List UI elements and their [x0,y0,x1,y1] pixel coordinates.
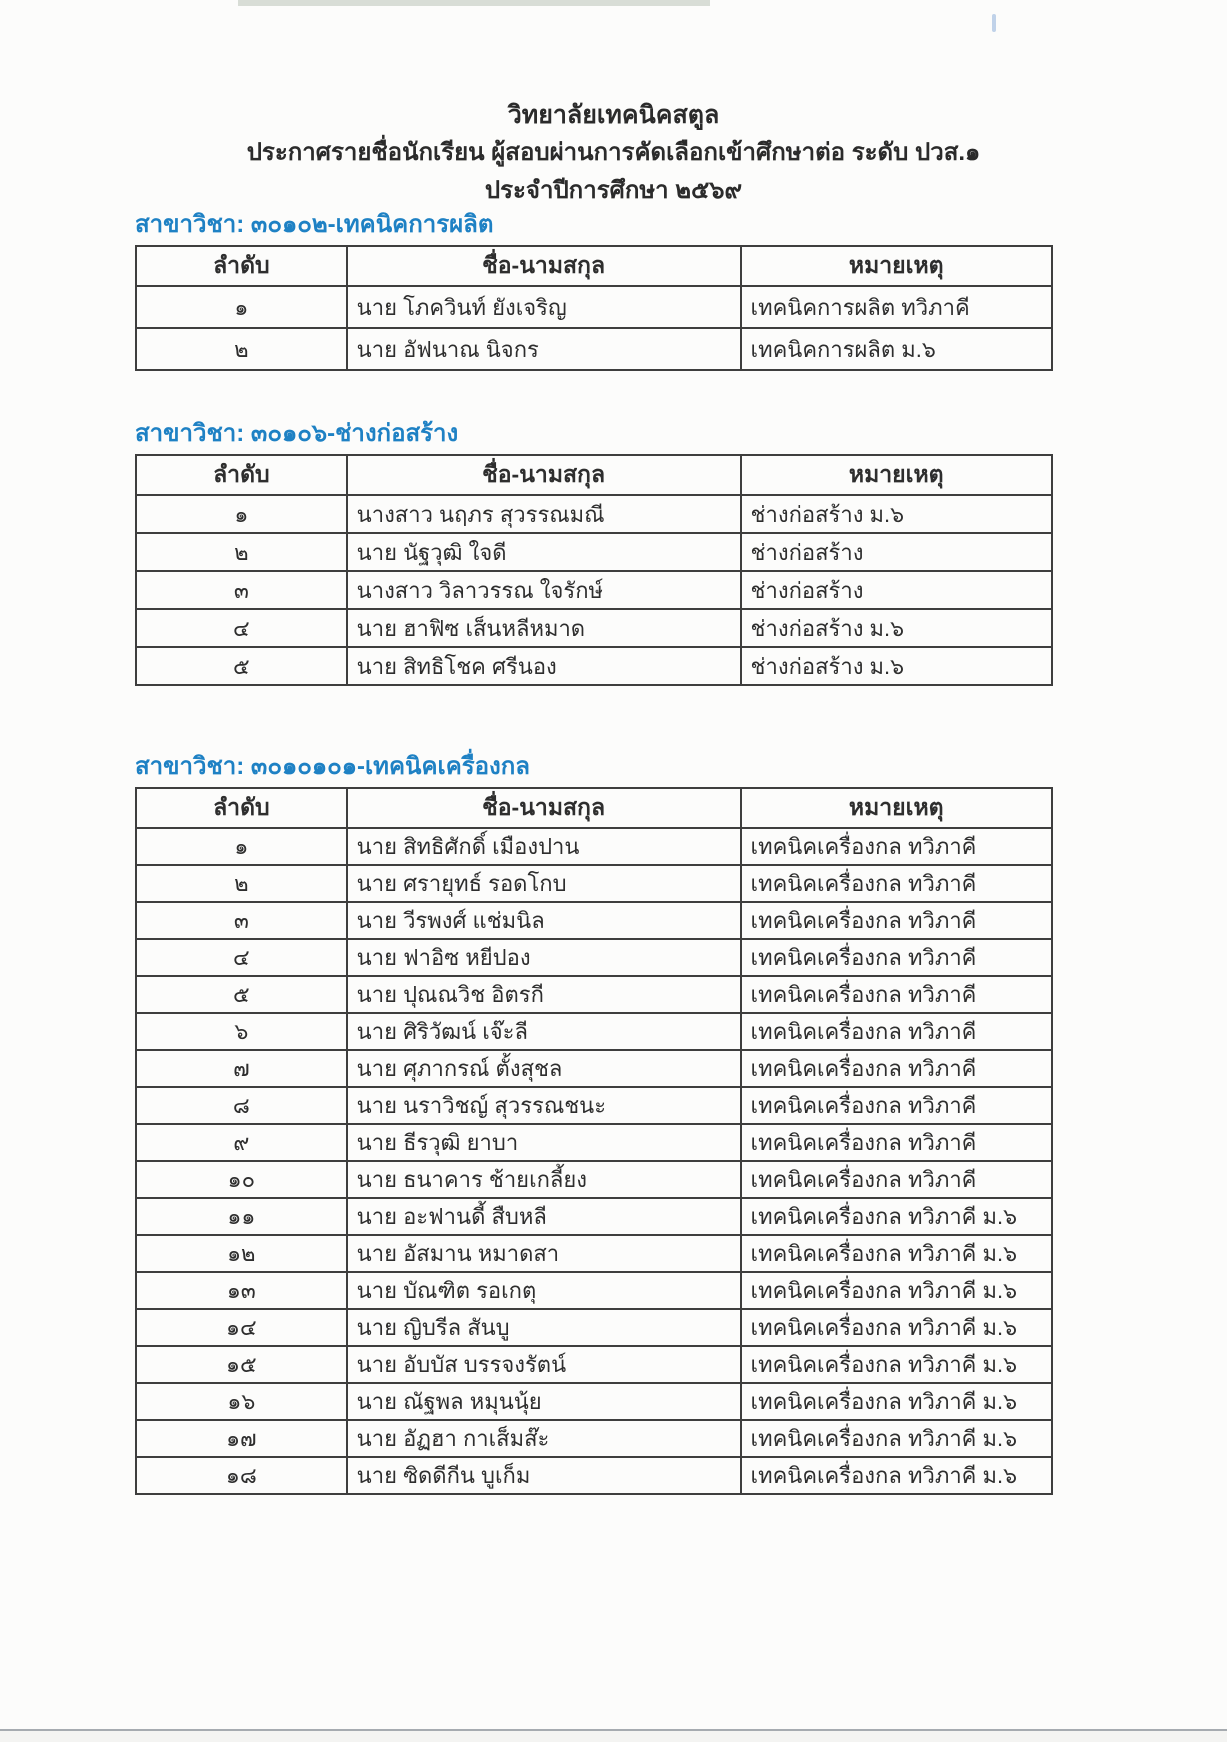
cell-name: นาย อะฟานดี้ สืบหลี [347,1198,741,1235]
scan-edge-shade [0,1731,1227,1742]
cell-remark: เทคนิคเครื่องกล ทวิภาคี ม.๖ [741,1198,1052,1235]
column-header-no: ลำดับ [136,788,347,828]
cell-name: นาย อัสมาน หมาดสา [347,1235,741,1272]
cell-name: นาย ฮาฟิซ เส็นหลีหมาด [347,609,741,647]
cell-remark: เทคนิคเครื่องกล ทวิภาคี [741,902,1052,939]
cell-remark: ช่างก่อสร้าง ม.๖ [741,609,1052,647]
table-row [136,1124,1052,1161]
table-row [136,1087,1052,1124]
cell-remark: ช่างก่อสร้าง [741,571,1052,609]
cell-name: นาย อัฏฮา กาเส็มส๊ะ [347,1420,741,1457]
column-header-name: ชื่อ-นามสกุล [347,455,741,495]
section-heading: สาขาวิชา: ๓๐๑๐๒-เทคนิคการผลิต [135,211,494,238]
table-row [136,571,1052,609]
table-row [136,865,1052,902]
cell-name: นาย นราวิชญ์ สุวรรณชนะ [347,1087,741,1124]
column-header-name: ชื่อ-นามสกุล [347,788,741,828]
cell-name: นาย นัฐวุฒิ ใจดี [347,533,741,571]
cell-remark: ช่างก่อสร้าง ม.๖ [741,495,1052,533]
title-block [0,96,1227,210]
cell-name: นาย อัฟนาณ นิจกร [347,328,741,370]
column-header-name: ชื่อ-นามสกุล [347,246,741,286]
table-row [136,1272,1052,1309]
table-row [136,1346,1052,1383]
cell-name: นาย ธีรวุฒิ ยาบา [347,1124,741,1161]
cell-no: ๓ [136,902,347,939]
table-row [136,1013,1052,1050]
table-row [136,1457,1052,1494]
cell-remark: เทคนิคเครื่องกล ทวิภาคี ม.๖ [741,1235,1052,1272]
table-body [136,495,1052,685]
cell-name: นางสาว วิลาวรรณ ใจรักษ์ [347,571,741,609]
cell-no: ๒ [136,533,347,571]
cell-no: ๔ [136,609,347,647]
table-row [136,609,1052,647]
cell-remark: เทคนิคเครื่องกล ทวิภาคี [741,1124,1052,1161]
cell-no: ๕ [136,976,347,1013]
student-table [135,454,1053,686]
cell-name: นาย โภควินท์ ยังเจริญ [347,286,741,328]
column-header-remark: หมายเหตุ [741,788,1052,828]
cell-no: ๑๗ [136,1420,347,1457]
cell-remark: เทคนิคเครื่องกล ทวิภาคี [741,1013,1052,1050]
cell-no: ๙ [136,1124,347,1161]
sections [135,210,1053,1495]
department-section [135,419,1053,686]
cell-remark: เทคนิคเครื่องกล ทวิภาคี [741,939,1052,976]
cell-no: ๑๘ [136,1457,347,1494]
cell-name: นาย ศิริวัฒน์ เจ๊ะลี [347,1013,741,1050]
cell-no: ๑๓ [136,1272,347,1309]
table-row [136,533,1052,571]
table-row [136,1198,1052,1235]
cell-remark: เทคนิคเครื่องกล ทวิภาคี ม.๖ [741,1309,1052,1346]
table-header-row [136,455,1052,495]
cell-name: นาย ปุณณวิช อิตรกี [347,976,741,1013]
cell-remark: เทคนิคเครื่องกล ทวิภาคี [741,1087,1052,1124]
table-header-row [136,246,1052,286]
cell-no: ๑๔ [136,1309,347,1346]
cell-no: ๔ [136,939,347,976]
cell-remark: เทคนิคเครื่องกล ทวิภาคี [741,865,1052,902]
table-row [136,939,1052,976]
cell-no: ๒ [136,865,347,902]
cell-no: ๘ [136,1087,347,1124]
cell-name: นางสาว นฤภร สุวรรณมณี [347,495,741,533]
cell-no: ๑๖ [136,1383,347,1420]
cell-no: ๑ [136,828,347,865]
cell-no: ๑ [136,286,347,328]
cell-remark: เทคนิคเครื่องกล ทวิภาคี [741,1050,1052,1087]
cell-remark: เทคนิคเครื่องกล ทวิภาคี ม.๖ [741,1420,1052,1457]
cell-no: ๑ [136,495,347,533]
table-row [136,828,1052,865]
column-header-no: ลำดับ [136,246,347,286]
cell-name: นาย ศรายุทธ์ รอดโกบ [347,865,741,902]
table-row [136,1161,1052,1198]
cell-remark: เทคนิคเครื่องกล ทวิภาคี ม.๖ [741,1457,1052,1494]
table-row [136,1235,1052,1272]
cell-name: นาย อับบัส บรรจงรัตน์ [347,1346,741,1383]
page-title: วิทยาลัยเทคนิคสตูล [507,101,720,129]
section-heading: สาขาวิชา: ๓๐๑๐๖-ช่างก่อสร้าง [135,420,459,447]
cell-name: นาย ฟาอิซ หยีปอง [347,939,741,976]
cell-remark: ช่างก่อสร้าง [741,533,1052,571]
cell-name: นาย วีรพงศ์ แช่มนิล [347,902,741,939]
cell-no: ๓ [136,571,347,609]
scan-artifact-mark [992,14,996,32]
table-row [136,647,1052,685]
cell-no: ๕ [136,647,347,685]
column-header-no: ลำดับ [136,455,347,495]
page-subtitle-2: ประจำปีการศึกษา ๒๕๖๙ [484,177,743,204]
cell-name: นาย ณัฐพล หมุนนุ้ย [347,1383,741,1420]
cell-remark: เทคนิคการผลิต ทวิภาคี [741,286,1052,328]
cell-name: นาย สิทธิโชค ศรีนอง [347,647,741,685]
table-row [136,1420,1052,1457]
cell-no: ๑๐ [136,1161,347,1198]
cell-no: ๗ [136,1050,347,1087]
cell-name: นาย บัณฑิต รอเกตุ [347,1272,741,1309]
table-row [136,1383,1052,1420]
student-table [135,787,1053,1495]
column-header-remark: หมายเหตุ [741,246,1052,286]
department-section [135,752,1053,1495]
cell-remark: เทคนิคเครื่องกล ทวิภาคี ม.๖ [741,1272,1052,1309]
table-header-row [136,788,1052,828]
cell-name: นาย ศุภากรณ์ ตั้งสุชล [347,1050,741,1087]
column-header-remark: หมายเหตุ [741,455,1052,495]
cell-no: ๑๑ [136,1198,347,1235]
table-body [136,828,1052,1494]
table-row [136,902,1052,939]
cell-no: ๖ [136,1013,347,1050]
table-body [136,286,1052,370]
table-row [136,1309,1052,1346]
department-section [135,210,1053,371]
section-heading: สาขาวิชา: ๓๐๑๐๑๐๑-เทคนิคเครื่องกล [135,753,531,780]
table-row [136,286,1052,328]
scan-artifact-top [238,0,710,6]
cell-remark: ช่างก่อสร้าง ม.๖ [741,647,1052,685]
cell-no: ๑๒ [136,1235,347,1272]
cell-remark: เทคนิคเครื่องกล ทวิภาคี ม.๖ [741,1346,1052,1383]
student-table [135,245,1053,371]
cell-name: นาย ซิดดีกีน บูเก็ม [347,1457,741,1494]
cell-name: นาย สิทธิศักดิ์ เมืองปาน [347,828,741,865]
cell-name: นาย ญิบรีล สันบู [347,1309,741,1346]
table-row [136,1050,1052,1087]
table-row [136,976,1052,1013]
cell-remark: เทคนิคเครื่องกล ทวิภาคี [741,828,1052,865]
cell-no: ๑๕ [136,1346,347,1383]
table-row [136,495,1052,533]
cell-remark: เทคนิคการผลิต ม.๖ [741,328,1052,370]
cell-remark: เทคนิคเครื่องกล ทวิภาคี [741,1161,1052,1198]
page-subtitle-1: ประกาศรายชื่อนักเรียน ผู้สอบผ่านการคัดเลือกเข้าศึกษาต่อ ระดับ ปวส.๑ [246,139,981,166]
cell-name: นาย ธนาคาร ช้ายเกลี้ยง [347,1161,741,1198]
cell-remark: เทคนิคเครื่องกล ทวิภาคี ม.๖ [741,1383,1052,1420]
cell-remark: เทคนิคเครื่องกล ทวิภาคี [741,976,1052,1013]
table-row [136,328,1052,370]
cell-no: ๒ [136,328,347,370]
